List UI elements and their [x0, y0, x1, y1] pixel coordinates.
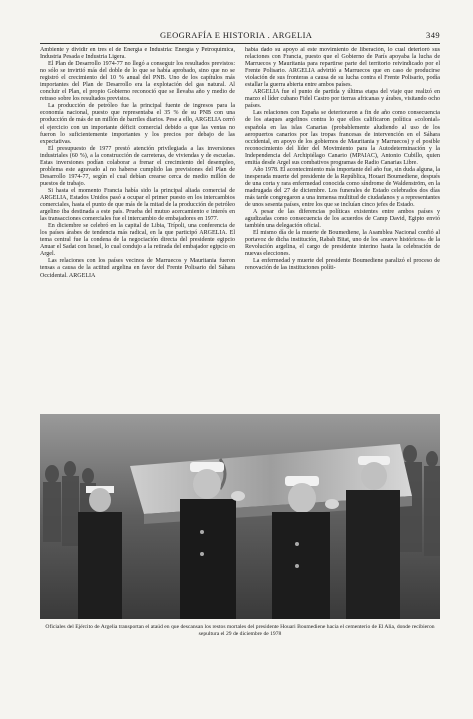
paragraph: Si hasta el momento Francia había sido la principal aliada comercial de ARGELIA, Estados Unidos pasó a ocupar el primer puesto en los intercambios comerciales, hasta el punto de que más de la mitad de la producción de petróleo argelino iba destinada a este país. Prueba del mutuo acercamiento e interés en las transacciones comerciales fue el intercambio de embajadores en 1977.: [40, 187, 235, 223]
left-column: [40, 47, 235, 405]
running-header: [40, 30, 440, 42]
paragraph: Las relaciones con España se deterioraron a fin de año como consecuencia de los ataques argelinos contra lo que ellos calificaron política «colonial» española en las islas Canarias (probablemente aludiendo al uso de los aeropuertos canarios por las tropas francesas de intervención en el Sáhara occidental, en apoyo de los gobiernos de Mauritania y Marruecos) y el posible reconocimiento del líder del Movimiento para la Autodeterminación y la Independencia del Archipiélago Canario (MPAIAC), Antonio Cubillo, quien emitía desde Argel sus combativos programas de Radio Canarias Libre.: [245, 110, 440, 166]
header-title: GEOGRAFÍA E HISTORIA . ARGELIA: [160, 30, 313, 40]
photo-caption: Oficiales del Ejército de Argelia transportan el ataúd en que descansan los restos mortales del presidente Houari Boumediene hacia el cementerio de El Alia, donde recibieron sepultura el 29 de diciembre de 1978: [45, 624, 435, 637]
paragraph: ARGELIA fue el punto de partida y última etapa del viaje que realizó en marzo el líder cubano Fidel Castro por tierras africanas y árabes, visitando ocho países.: [245, 89, 440, 110]
paragraph: El mismo día de la muerte de Boumediene, la Asamblea Nacional confió al portavoz de dicha institución, Rabah Bitat, uno de los «nueve históricos» de la Revolución argelina, el cargo de presidente interino hasta la celebración de nuevas elecciones.: [245, 230, 440, 258]
paragraph: El Plan de Desarrollo 1974-77 no llegó a conseguir los resultados previstos: no sólo se invirtió más del doble de lo que se había aprobado, sino que no se registró el crecimiento del 10 % anual del PNB. Uno de los capítulos más importantes del Plan de Desarrollo era la explotación del gas natural. Al concluir el Plan, el propio Gobierno reconoció que se llevaba año y medio de retraso sobre los resultados previstos.: [40, 61, 235, 103]
paragraph: Las relaciones con los países vecinos de Marruecos y Mauritania fueron tensas a causa de la actitud argelina en favor del Frente Polisario del Sáhara Occidental. ARGELIA: [40, 258, 235, 279]
paragraph: A pesar de las diferencias políticas existentes entre ambos países y agudizadas como consecuencia de los acuerdos de Camp David, Egipto envió también una delegación oficial.: [245, 209, 440, 230]
paragraph: Año 1978. El acontecimiento más importante del año fue, sin duda alguna, la inesperada muerte del presidente de la República, Houari Boumediene, después de una corta y rara enfermedad conocida como síndrome de Waldenström, en la madrugada del 27 de diciembre. Los funerales de Estado celebrados dos días más tarde congregaron a una inmensa multitud de ciudadanos y a representantes de unos sesenta países, entre los que se incluían cinco jefes de Estado.: [245, 166, 440, 209]
header-rule: [40, 43, 440, 44]
right-column: [245, 47, 440, 405]
funeral-procession-photo: [40, 414, 440, 619]
paragraph: El presupuesto de 1977 prestó atención privilegiada a las inversiones industriales (60 %), a la construcción de carreteras, de viviendas y de escuelas. Estas inversiones podían colaborar a frenar el crecimiento del desempleo, problema este agravado al no haberse cumplido las previsiones del Plan de Desarrollo 1974-77, según el cual debían crearse cerca de medio millón de puestos de trabajo.: [40, 145, 235, 187]
paragraph: había dado su apoyo al este movimiento de liberación, lo cual deterioró sus relaciones con Francia, puesto que el Gobierno de París apoyaba la lucha de Marruecos y Mauritania para repartirse parte del territorio reivindicado por el Frente Polisario. ARGELIA advirtió a Marruecos que en caso de producirse violación de sus fronteras a causa de su lucha contra el Frente Polisario, podía estallar la guerra abierta entre ambos países.: [245, 47, 440, 89]
paragraph: La producción de petróleo fue la principal fuente de ingresos para la economía nacional, puesto que representaba el 35 % de su PNB con una producción de más de un millón de barriles diarios. Pese a ello, ARGELIA cerró el ejercicio con un importante déficit comercial debido a que las ventas no fueron lo suficientemente importantes y los precios por debajo de las expectativas.: [40, 103, 235, 145]
page-number: 349: [426, 30, 440, 40]
paragraph: La enfermedad y muerte del presidente Boumediene paralizó el proceso de renovación de las instituciones políti-: [245, 258, 440, 272]
photo-illustration: [40, 414, 440, 619]
paragraph: Ambiente y dividir en tres el de Energía e Industria: Energía y Petroquímica, Industria Pesada e Industria Ligera.: [40, 47, 235, 61]
paragraph: En diciembre se celebró en la capital de Libia, Trípoli, una conferencia de los países árabes de tendencia más radical, en la que participó ARGELIA. El tema central fue la condena de la negociación directa del presidente egipcio Anuar el Sadat con Israel, lo cual condujo a la retirada del embajador egipcio en Argel.: [40, 223, 235, 258]
